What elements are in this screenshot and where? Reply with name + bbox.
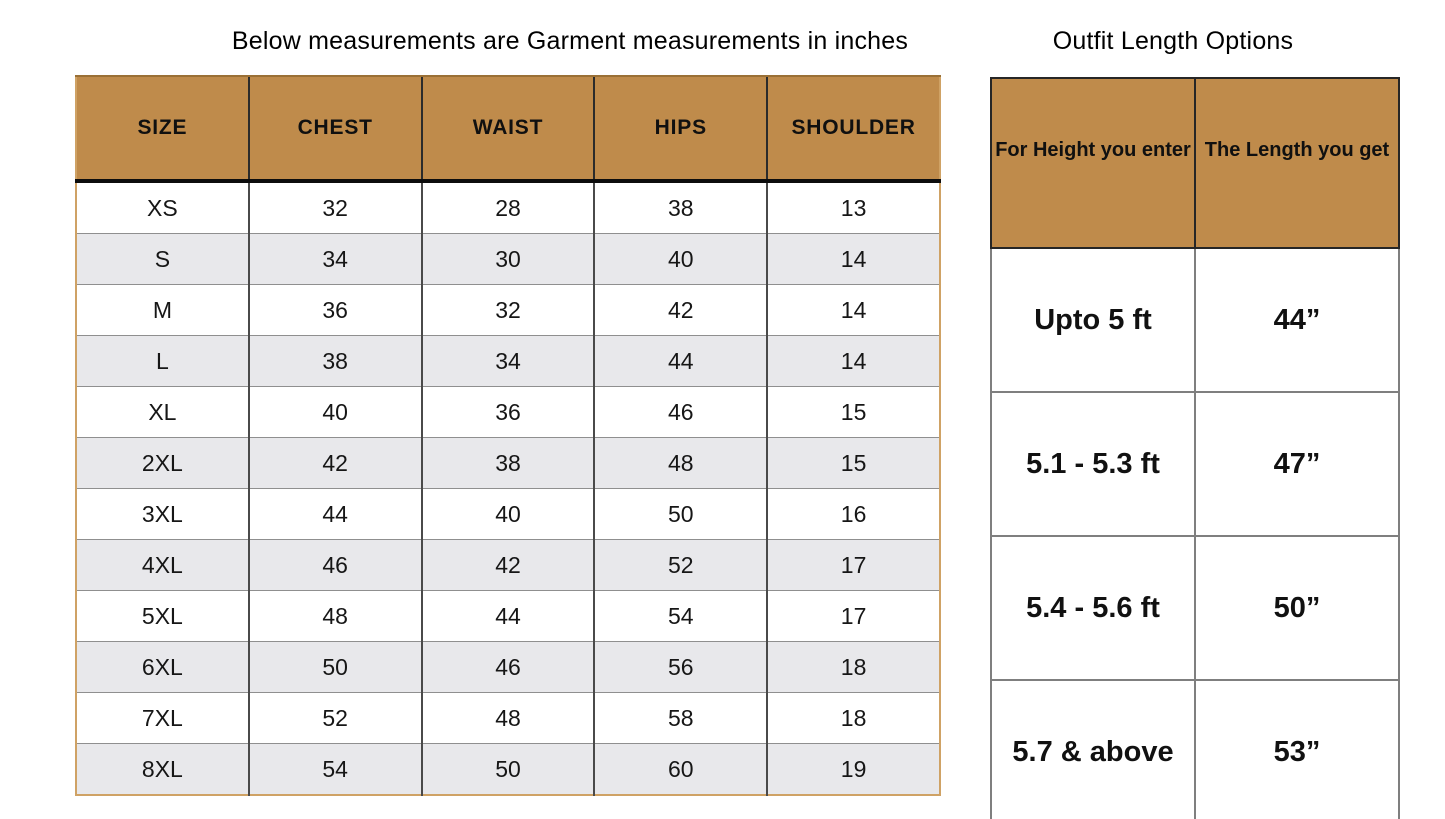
measurement-value-cell: 54 bbox=[594, 591, 767, 642]
measurement-value-cell: 13 bbox=[767, 181, 940, 234]
measurement-value-cell: 36 bbox=[422, 387, 595, 438]
column-header-length-you-get: The Length you get bbox=[1195, 78, 1399, 248]
measurement-value-cell: 54 bbox=[249, 744, 422, 796]
table-row bbox=[76, 693, 940, 744]
size-label-cell: 6XL bbox=[76, 642, 249, 693]
measurement-value-cell: 44 bbox=[249, 489, 422, 540]
table-row bbox=[76, 744, 940, 796]
measurement-value-cell: 17 bbox=[767, 591, 940, 642]
measurement-value-cell: 52 bbox=[594, 540, 767, 591]
measurement-value-cell: 14 bbox=[767, 234, 940, 285]
outfit-length-table bbox=[990, 77, 1400, 819]
size-label-cell: L bbox=[76, 336, 249, 387]
column-header-size: SIZE bbox=[76, 76, 249, 181]
size-label-cell: 7XL bbox=[76, 693, 249, 744]
measurement-value-cell: 42 bbox=[249, 438, 422, 489]
measurement-value-cell: 30 bbox=[422, 234, 595, 285]
measurement-value-cell: 56 bbox=[594, 642, 767, 693]
measurement-value-cell: 50 bbox=[594, 489, 767, 540]
table-row bbox=[991, 248, 1399, 392]
measurement-value-cell: 34 bbox=[249, 234, 422, 285]
measurement-value-cell: 18 bbox=[767, 693, 940, 744]
length-value-cell: 50” bbox=[1195, 536, 1399, 680]
measurement-value-cell: 18 bbox=[767, 642, 940, 693]
measurement-value-cell: 48 bbox=[422, 693, 595, 744]
header-row bbox=[76, 76, 940, 181]
measurement-value-cell: 40 bbox=[249, 387, 422, 438]
length-value-cell: 44” bbox=[1195, 248, 1399, 392]
height-range-cell: 5.7 & above bbox=[991, 680, 1195, 819]
header-row bbox=[991, 78, 1399, 248]
measurement-value-cell: 42 bbox=[594, 285, 767, 336]
table-row bbox=[76, 285, 940, 336]
measurement-value-cell: 15 bbox=[767, 438, 940, 489]
table-row bbox=[76, 438, 940, 489]
size-label-cell: M bbox=[76, 285, 249, 336]
measurement-value-cell: 40 bbox=[594, 234, 767, 285]
table-row bbox=[76, 540, 940, 591]
outfit-length-options-title: Outfit Length Options bbox=[1052, 27, 1294, 55]
measurement-value-cell: 16 bbox=[767, 489, 940, 540]
measurement-value-cell: 28 bbox=[422, 181, 595, 234]
table-row bbox=[76, 181, 940, 234]
table-row bbox=[76, 336, 940, 387]
table-row bbox=[991, 536, 1399, 680]
size-label-cell: 3XL bbox=[76, 489, 249, 540]
size-label-cell: 4XL bbox=[76, 540, 249, 591]
column-header-shoulder: SHOULDER bbox=[767, 76, 940, 181]
measurement-value-cell: 34 bbox=[422, 336, 595, 387]
measurement-value-cell: 14 bbox=[767, 285, 940, 336]
measurement-value-cell: 46 bbox=[594, 387, 767, 438]
measurement-value-cell: 38 bbox=[249, 336, 422, 387]
garment-measurements-title: Below measurements are Garment measurements in inches bbox=[231, 27, 909, 55]
measurement-value-cell: 40 bbox=[422, 489, 595, 540]
size-label-cell: 2XL bbox=[76, 438, 249, 489]
measurement-value-cell: 52 bbox=[249, 693, 422, 744]
garment-measurements-table bbox=[75, 75, 941, 796]
table-row bbox=[76, 234, 940, 285]
measurement-value-cell: 36 bbox=[249, 285, 422, 336]
measurement-value-cell: 38 bbox=[422, 438, 595, 489]
table-row bbox=[76, 591, 940, 642]
column-header-hips: HIPS bbox=[594, 76, 767, 181]
measurement-value-cell: 44 bbox=[594, 336, 767, 387]
size-label-cell: XL bbox=[76, 387, 249, 438]
size-label-cell: 8XL bbox=[76, 744, 249, 796]
table-row bbox=[991, 392, 1399, 536]
size-label-cell: XS bbox=[76, 181, 249, 234]
measurement-value-cell: 17 bbox=[767, 540, 940, 591]
size-label-cell: S bbox=[76, 234, 249, 285]
measurement-value-cell: 48 bbox=[594, 438, 767, 489]
height-range-cell: 5.1 - 5.3 ft bbox=[991, 392, 1195, 536]
height-range-cell: Upto 5 ft bbox=[991, 248, 1195, 392]
measurement-value-cell: 32 bbox=[422, 285, 595, 336]
measurement-value-cell: 50 bbox=[249, 642, 422, 693]
measurement-value-cell: 38 bbox=[594, 181, 767, 234]
measurement-value-cell: 60 bbox=[594, 744, 767, 796]
column-header-chest: CHEST bbox=[249, 76, 422, 181]
column-header-height-you-enter: For Height you enter bbox=[991, 78, 1195, 248]
table-row bbox=[76, 387, 940, 438]
measurement-value-cell: 50 bbox=[422, 744, 595, 796]
measurement-value-cell: 46 bbox=[422, 642, 595, 693]
measurement-value-cell: 42 bbox=[422, 540, 595, 591]
table-row bbox=[76, 642, 940, 693]
measurement-value-cell: 48 bbox=[249, 591, 422, 642]
measurement-value-cell: 15 bbox=[767, 387, 940, 438]
measurement-value-cell: 58 bbox=[594, 693, 767, 744]
height-range-cell: 5.4 - 5.6 ft bbox=[991, 536, 1195, 680]
table-row bbox=[991, 680, 1399, 819]
measurement-value-cell: 14 bbox=[767, 336, 940, 387]
size-label-cell: 5XL bbox=[76, 591, 249, 642]
table-row bbox=[76, 489, 940, 540]
measurement-value-cell: 32 bbox=[249, 181, 422, 234]
column-header-waist: WAIST bbox=[422, 76, 595, 181]
length-value-cell: 47” bbox=[1195, 392, 1399, 536]
measurement-value-cell: 19 bbox=[767, 744, 940, 796]
measurement-value-cell: 46 bbox=[249, 540, 422, 591]
measurement-value-cell: 44 bbox=[422, 591, 595, 642]
length-value-cell: 53” bbox=[1195, 680, 1399, 819]
